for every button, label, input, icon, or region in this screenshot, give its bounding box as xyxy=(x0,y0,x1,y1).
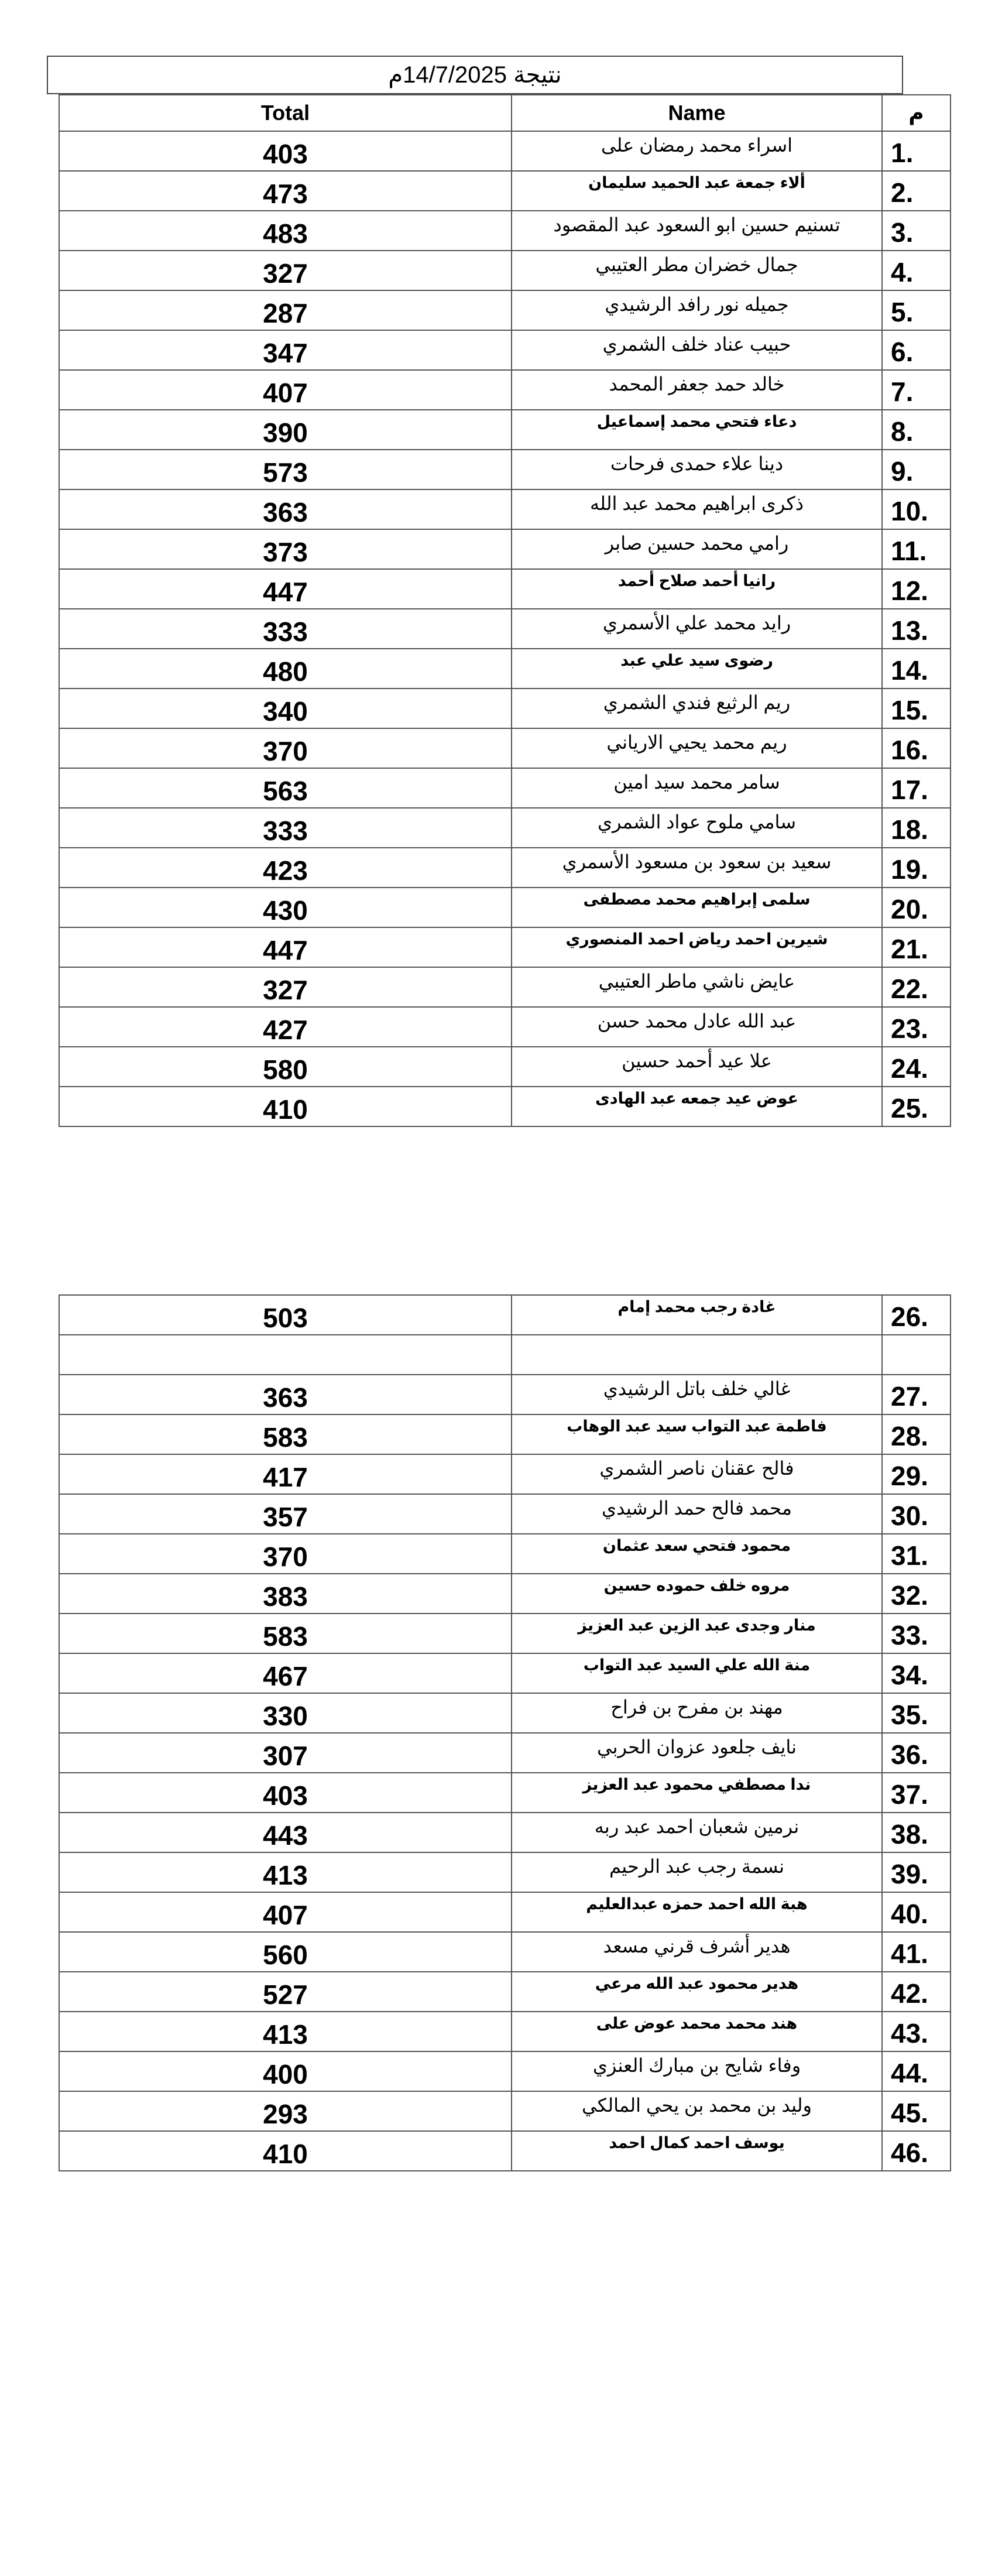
table-row xyxy=(59,131,951,171)
total-cell: 503 xyxy=(59,1295,512,1335)
name-cell: غادة رجب محمد إمام xyxy=(512,1295,882,1335)
table-row xyxy=(59,1454,951,1494)
name-cell: خالد حمد جعفر المحمد xyxy=(512,370,882,410)
table-row xyxy=(59,967,951,1007)
total-cell: 403 xyxy=(59,1773,512,1813)
row-number-cell: 17. xyxy=(882,768,951,808)
total-cell: 333 xyxy=(59,609,512,649)
name-cell: هبة الله احمد حمزه عبدالعليم xyxy=(512,1892,882,1932)
name-cell: نايف جلعود عزوان الحربي xyxy=(512,1733,882,1773)
row-number-cell: 15. xyxy=(882,688,951,728)
table-row xyxy=(59,1932,951,1972)
table-row xyxy=(59,290,951,330)
table-row xyxy=(59,2051,951,2091)
name-cell: مهند بن مفرح بن فراح xyxy=(512,1693,882,1733)
table-row xyxy=(59,1773,951,1813)
row-number-cell: 14. xyxy=(882,649,951,688)
row-number-cell: 6. xyxy=(882,330,951,370)
row-number-cell: 9. xyxy=(882,450,951,489)
table-row xyxy=(59,728,951,768)
row-number-cell: 39. xyxy=(882,1852,951,1892)
name-cell: هند محمد محمد عوض على xyxy=(512,2012,882,2051)
row-number-cell: 11. xyxy=(882,529,951,569)
name-cell: عوض عيد جمعه عبد الهادى xyxy=(512,1087,882,1126)
total-cell: 573 xyxy=(59,450,512,489)
row-number-cell: 33. xyxy=(882,1614,951,1653)
table-row xyxy=(59,1007,951,1047)
table-row xyxy=(59,2131,951,2171)
table-row xyxy=(59,529,951,569)
table-row xyxy=(59,808,951,848)
row-number-cell: 32. xyxy=(882,1574,951,1614)
row-number-cell: 2. xyxy=(882,171,951,211)
table-row xyxy=(59,927,951,967)
table-row xyxy=(59,370,951,410)
row-number-cell: 29. xyxy=(882,1454,951,1494)
total-cell: 473 xyxy=(59,171,512,211)
name-cell: مروه خلف حموده حسين xyxy=(512,1574,882,1614)
table-row xyxy=(59,1574,951,1614)
total-cell: 287 xyxy=(59,290,512,330)
results-table-2 xyxy=(59,1294,951,2171)
row-number-cell: 28. xyxy=(882,1414,951,1454)
row-number-cell: 31. xyxy=(882,1534,951,1574)
total-cell: 407 xyxy=(59,1892,512,1932)
table-row xyxy=(59,211,951,251)
name-cell: نرمين شعبان احمد عبد ربه xyxy=(512,1813,882,1852)
results-table-1 xyxy=(59,94,951,1127)
name-cell: هدير أشرف قرني مسعد xyxy=(512,1932,882,1972)
row-number-cell: 13. xyxy=(882,609,951,649)
row-number-cell: 20. xyxy=(882,888,951,927)
name-cell: جمال خضران مطر العتيبي xyxy=(512,251,882,290)
row-number-cell: 34. xyxy=(882,1653,951,1693)
name-cell xyxy=(512,1335,882,1375)
name-cell: منة الله علي السيد عبد التواب xyxy=(512,1653,882,1693)
row-number-cell: 27. xyxy=(882,1375,951,1414)
row-number-cell: 7. xyxy=(882,370,951,410)
name-cell: ألاء جمعة عبد الحميد سليمان xyxy=(512,171,882,211)
name-cell: رامي محمد حسين صابر xyxy=(512,529,882,569)
total-cell: 430 xyxy=(59,888,512,927)
total-cell: 363 xyxy=(59,489,512,529)
name-cell: غالي خلف باتل الرشيدي xyxy=(512,1375,882,1414)
total-cell: 400 xyxy=(59,2051,512,2091)
name-cell: رضوى سيد علي عبد xyxy=(512,649,882,688)
name-cell: رايد محمد علي الأسمري xyxy=(512,609,882,649)
total-cell: 410 xyxy=(59,1087,512,1126)
table-row xyxy=(59,1494,951,1534)
total-cell: 330 xyxy=(59,1693,512,1733)
row-number-cell: 12. xyxy=(882,569,951,609)
name-cell: سعيد بن سعود بن مسعود الأسمري xyxy=(512,848,882,888)
row-number-cell: 4. xyxy=(882,251,951,290)
row-number-cell: 44. xyxy=(882,2051,951,2091)
name-cell: سامي ملوح عواد الشمري xyxy=(512,808,882,848)
table-row xyxy=(59,171,951,211)
table-row xyxy=(59,609,951,649)
total-cell xyxy=(59,1335,512,1375)
name-cell: محمد فالح حمد الرشيدي xyxy=(512,1494,882,1534)
total-cell: 410 xyxy=(59,2131,512,2171)
name-cell: ريم الرثيع فندي الشمري xyxy=(512,688,882,728)
total-cell: 447 xyxy=(59,569,512,609)
row-number-cell: 18. xyxy=(882,808,951,848)
total-cell: 307 xyxy=(59,1733,512,1773)
table-row xyxy=(59,569,951,609)
total-cell: 413 xyxy=(59,1852,512,1892)
name-cell: شيرين احمد رياض احمد المنصوري xyxy=(512,927,882,967)
total-cell: 480 xyxy=(59,649,512,688)
table-row xyxy=(59,1693,951,1733)
row-number-cell: 30. xyxy=(882,1494,951,1534)
row-number-cell: 19. xyxy=(882,848,951,888)
row-number-cell: 42. xyxy=(882,1972,951,2012)
row-number-cell: 22. xyxy=(882,967,951,1007)
table-row xyxy=(59,1852,951,1892)
name-cell: ندا مصطفي محمود عبد العزيز xyxy=(512,1773,882,1813)
row-number-cell: 35. xyxy=(882,1693,951,1733)
table-row xyxy=(59,1972,951,2012)
row-number-cell: 37. xyxy=(882,1773,951,1813)
total-cell: 413 xyxy=(59,2012,512,2051)
row-number-cell xyxy=(882,1335,951,1375)
total-cell: 327 xyxy=(59,967,512,1007)
total-cell: 527 xyxy=(59,1972,512,2012)
table-row xyxy=(59,768,951,808)
table-row xyxy=(59,1295,951,1335)
name-cell: دينا علاء حمدى فرحات xyxy=(512,450,882,489)
table-row xyxy=(59,489,951,529)
page-title: نتيجة 14/7/2025م xyxy=(47,56,903,94)
total-cell: 427 xyxy=(59,1007,512,1047)
total-cell: 370 xyxy=(59,728,512,768)
row-number-cell: 16. xyxy=(882,728,951,768)
name-cell: عايض ناشي ماطر العتيبي xyxy=(512,967,882,1007)
table-row xyxy=(59,450,951,489)
total-cell: 357 xyxy=(59,1494,512,1534)
row-number-cell: 36. xyxy=(882,1733,951,1773)
row-number-cell: 41. xyxy=(882,1932,951,1972)
name-cell: عبد الله عادل محمد حسن xyxy=(512,1007,882,1047)
row-number-cell: 23. xyxy=(882,1007,951,1047)
table-row xyxy=(59,688,951,728)
table-row xyxy=(59,1047,951,1087)
total-cell: 333 xyxy=(59,808,512,848)
total-cell: 363 xyxy=(59,1375,512,1414)
table-row xyxy=(59,1534,951,1574)
table-row xyxy=(59,1813,951,1852)
name-cell: محمود فتحي سعد عثمان xyxy=(512,1534,882,1574)
total-cell: 483 xyxy=(59,211,512,251)
table-row xyxy=(59,330,951,370)
row-number-cell: 8. xyxy=(882,410,951,450)
row-number-cell: 45. xyxy=(882,2091,951,2131)
name-cell: رانيا أحمد صلاح أحمد xyxy=(512,569,882,609)
total-cell: 580 xyxy=(59,1047,512,1087)
total-cell: 560 xyxy=(59,1932,512,1972)
name-cell: نسمة رجب عبد الرحيم xyxy=(512,1852,882,1892)
table-row xyxy=(59,251,951,290)
table-row xyxy=(59,1733,951,1773)
total-cell: 383 xyxy=(59,1574,512,1614)
table-row xyxy=(59,1375,951,1414)
total-cell: 340 xyxy=(59,688,512,728)
table-row xyxy=(59,410,951,450)
row-number-cell: 3. xyxy=(882,211,951,251)
total-cell: 563 xyxy=(59,768,512,808)
name-cell: تسنيم حسين ابو السعود عبد المقصود xyxy=(512,211,882,251)
total-cell: 347 xyxy=(59,330,512,370)
name-cell: دعاء فتحي محمد إسماعيل xyxy=(512,410,882,450)
name-cell: منار وجدى عبد الزين عبد العزيز xyxy=(512,1614,882,1653)
table-row xyxy=(59,649,951,688)
name-cell: وليد بن محمد بن يحي المالكي xyxy=(512,2091,882,2131)
row-number-cell: 21. xyxy=(882,927,951,967)
table-row xyxy=(59,1653,951,1693)
row-number-cell: 24. xyxy=(882,1047,951,1087)
name-cell: ذكرى ابراهيم محمد عبد الله xyxy=(512,489,882,529)
name-cell: هدير محمود عبد الله مرعي xyxy=(512,1972,882,2012)
name-cell: حبيب عناد خلف الشمري xyxy=(512,330,882,370)
table-row xyxy=(59,848,951,888)
name-cell: يوسف احمد كمال احمد xyxy=(512,2131,882,2171)
table-header-row xyxy=(59,95,951,131)
name-cell: سلمى إبراهيم محمد مصطفى xyxy=(512,888,882,927)
table-row xyxy=(59,1335,951,1375)
total-cell: 407 xyxy=(59,370,512,410)
row-number-cell: 38. xyxy=(882,1813,951,1852)
total-cell: 327 xyxy=(59,251,512,290)
total-cell: 583 xyxy=(59,1614,512,1653)
row-number-cell: 43. xyxy=(882,2012,951,2051)
row-number-cell: 25. xyxy=(882,1087,951,1126)
total-cell: 370 xyxy=(59,1534,512,1574)
header-total: Total xyxy=(59,95,512,131)
row-number-cell: 5. xyxy=(882,290,951,330)
table-row xyxy=(59,1614,951,1653)
row-number-cell: 26. xyxy=(882,1295,951,1335)
row-number-cell: 10. xyxy=(882,489,951,529)
total-cell: 403 xyxy=(59,131,512,171)
total-cell: 293 xyxy=(59,2091,512,2131)
row-number-cell: 1. xyxy=(882,131,951,171)
name-cell: اسراء محمد رمضان على xyxy=(512,131,882,171)
total-cell: 373 xyxy=(59,529,512,569)
total-cell: 390 xyxy=(59,410,512,450)
row-number-cell: 40. xyxy=(882,1892,951,1932)
name-cell: فاطمة عبد التواب سيد عبد الوهاب xyxy=(512,1414,882,1454)
total-cell: 467 xyxy=(59,1653,512,1693)
table-row xyxy=(59,888,951,927)
row-number-cell: 46. xyxy=(882,2131,951,2171)
name-cell: علا عيد أحمد حسين xyxy=(512,1047,882,1087)
total-cell: 583 xyxy=(59,1414,512,1454)
name-cell: فالح عقنان ناصر الشمري xyxy=(512,1454,882,1494)
total-cell: 417 xyxy=(59,1454,512,1494)
table-row xyxy=(59,2012,951,2051)
table-row xyxy=(59,1892,951,1932)
header-num: م xyxy=(882,95,951,131)
name-cell: سامر محمد سيد امين xyxy=(512,768,882,808)
total-cell: 447 xyxy=(59,927,512,967)
total-cell: 443 xyxy=(59,1813,512,1852)
table-row xyxy=(59,2091,951,2131)
name-cell: ريم محمد يحيي الارياني xyxy=(512,728,882,768)
header-name: Name xyxy=(512,95,882,131)
table-row xyxy=(59,1087,951,1126)
name-cell: جميله نور رافد الرشيدي xyxy=(512,290,882,330)
total-cell: 423 xyxy=(59,848,512,888)
table-row xyxy=(59,1414,951,1454)
name-cell: وفاء شايح بن مبارك العنزي xyxy=(512,2051,882,2091)
